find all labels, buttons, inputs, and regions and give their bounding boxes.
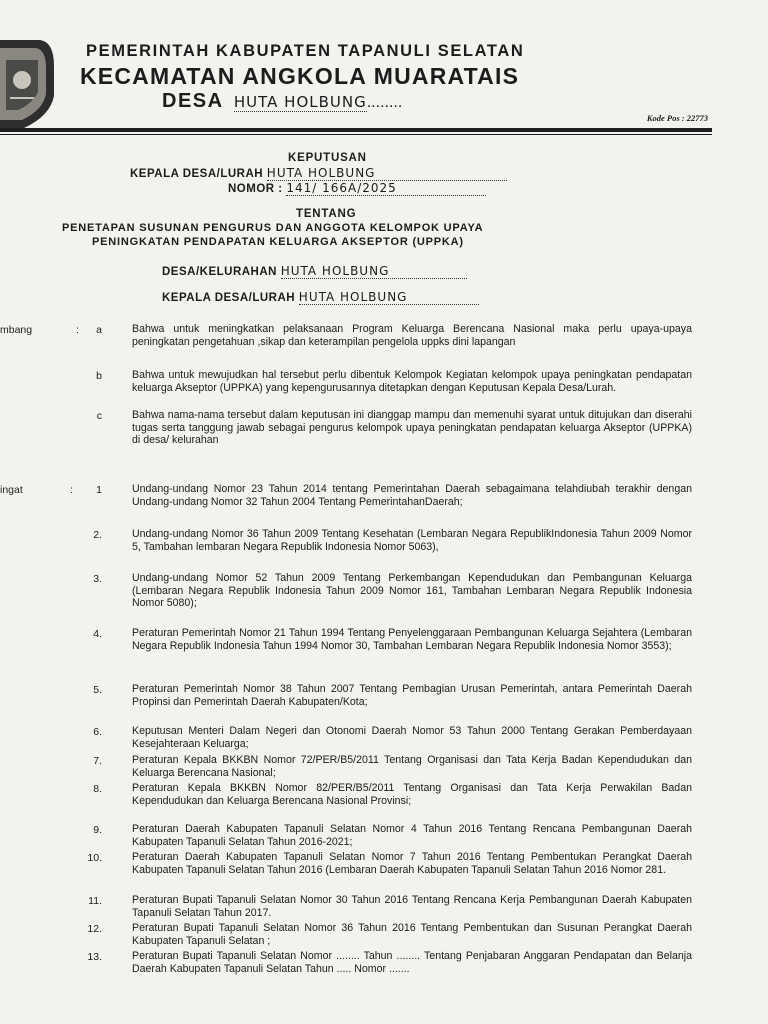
government-name: PEMERINTAH KABUPATEN TAPANULI SELATAN <box>86 42 525 60</box>
regency-crest-icon <box>0 36 56 130</box>
remembering-item-7: Peraturan Kepala BKKBN Nomor 72/PER/B5/2011 Tentang Organisasi dan Tata Kerja Badan Kependudukan dan Keluarga Berencana Nasional; <box>132 754 692 779</box>
remembering-item-6: Keputusan Menteri Dalam Negeri dan Otonomi Daerah Nomor 53 Tahun 2000 Tentang Gerakan Pemberdayaan Kesejahteraan Keluarga; <box>132 725 692 750</box>
village-row <box>162 264 467 279</box>
number-label: NOMOR : <box>228 183 283 195</box>
considering-marker-a: a <box>96 324 102 336</box>
considering-marker-b: b <box>96 370 102 382</box>
remembering-item-12: Peraturan Bupati Tapanuli Selatan Nomor 36 Tahun 2016 Tentang Pembentukan dan Susunan Perangkat Daerah Kabupaten Tapanuli Selatan ; <box>132 922 692 947</box>
remembering-item-9: Peraturan Daerah Kabupaten Tapanuli Selatan Nomor 4 Tahun 2016 Tentang Rencana Pembangunan Daerah Kabupaten Tapanuli Selatan Tahun 2016-2021; <box>132 823 692 848</box>
letterhead-rule-thin <box>0 134 712 135</box>
remembering-marker-8: 8. <box>93 783 102 795</box>
village-heading <box>162 90 402 113</box>
about-heading: TENTANG <box>296 208 357 220</box>
remembering-marker-11: 11. <box>88 895 102 907</box>
remembering-marker-4: 4. <box>93 628 102 640</box>
considering-marker-c: c <box>96 410 102 422</box>
head-row <box>162 290 479 305</box>
considering-colon: : <box>76 324 79 336</box>
postal-code: Kode Pos : 22773 <box>646 113 708 123</box>
village-name-handwritten: HUTA HOLBUNG <box>233 93 367 111</box>
village-value-handwritten: HUTA HOLBUNG <box>281 264 467 279</box>
remembering-marker-10: 10. <box>87 852 102 864</box>
remembering-label: ingat <box>0 484 23 496</box>
remembering-item-8: Peraturan Kepala BKKBN Nomor 82/PER/B5/2011 Tentang Organisasi dan Tata Kerja Perwakilan Badan Kependudukan dan Keluarga Berencana Nasional Provinsi; <box>132 782 692 807</box>
head-value-handwritten: HUTA HOLBUNG <box>299 290 479 305</box>
remembering-item-1: Undang-undang Nomor 23 Tahun 2014 tentang Pemerintahan Daerah sebagaimana telahdiubah terakhir dengan Undang-undang Nomor 32 Tahun 2004 Tentang PemerintahanDaerah; <box>132 483 692 508</box>
issuer-row <box>130 166 507 181</box>
issuer-label: KEPALA DESA/LURAH <box>130 168 264 180</box>
decree-title: KEPUTUSAN <box>288 152 367 164</box>
remembering-item-10: Peraturan Daerah Kabupaten Tapanuli Selatan Nomor 7 Tahun 2016 Tentang Pembentukan Perangkat Daerah Kabupaten Tapanuli Selatan Tahun 2016 (Lembaran Daerah Kabupaten Tapanuli Selatan Tahun 2016 Nomor 281. <box>132 851 692 876</box>
head-label: KEPALA DESA/LURAH <box>162 292 296 304</box>
village-label: DESA/KELURAHAN <box>162 266 277 278</box>
considering-label: mbang <box>0 324 33 336</box>
remembering-marker-1: 1 <box>96 484 102 496</box>
remembering-item-3: Undang-undang Nomor 52 Tahun 2009 Tentang Perkembangan Kependudukan dan Pembangunan Keluarga (Lembaran Negara Republik Indonesia Tahun 2009 Nomor 161, Tambahan Lembaran Negara Republik Indonesia Nomor 5080); <box>132 572 692 610</box>
number-value-handwritten: 141/ 166A/2025 <box>286 181 486 196</box>
village-dots: ........ <box>366 94 403 111</box>
remembering-marker-12: 12. <box>87 923 102 935</box>
remembering-marker-3: 3. <box>93 573 102 585</box>
remembering-marker-13: 13. <box>87 951 102 963</box>
considering-item-b: Bahwa untuk mewujudkan hal tersebut perlu dibentuk Kelompok Kegiatan kelompok upaya peningkatan pendapatan keluarga Akseptor (UPPKA) yang kepengurusannya ditetapkan dengan Keputusan Kepala Desa/Lurah. <box>132 369 692 394</box>
remembering-marker-2: 2. <box>93 529 102 541</box>
remembering-marker-7: 7. <box>93 755 102 767</box>
number-row <box>228 181 486 196</box>
remembering-colon: : <box>70 484 73 496</box>
considering-item-c: Bahwa nama-nama tersebut dalam keputusan ini dianggap mampu dan memenuhi syarat untuk ditujukan dan diserahi tugas serta tanggung jawab sebagai pengurus kelompok upaya peningkatan pendapatan keluarga Akseptor (UPPKA) di desa/ kelurahan <box>132 409 692 447</box>
remembering-marker-5: 5. <box>93 684 102 696</box>
remembering-item-5: Peraturan Pemerintah Nomor 38 Tahun 2007 Tentang Pembagian Urusan Pemerintah, antara Pemerintah Daerah Propinsi dan Pemerintah Daerah Kabupaten/Kota; <box>132 683 692 708</box>
remembering-item-4: Peraturan Pemerintah Nomor 21 Tahun 1994 Tentang Penyelenggaraan Pembangunan Keluarga Sejahtera (Lembaran Negara Republik Indonesia Tahun 1994 Nomor 30, Tambahan Lembaran Negara Republik Indonesia Nomor 3553); <box>132 627 692 652</box>
remembering-marker-9: 9. <box>93 824 102 836</box>
remembering-item-11: Peraturan Bupati Tapanuli Selatan Nomor 30 Tahun 2016 Tentang Rencana Kerja Pembangunan Daerah Kabupaten Tapanuli Selatan Tahun 2017. <box>132 894 692 919</box>
remembering-item-13: Peraturan Bupati Tapanuli Selatan Nomor ........ Tahun ........ Tentang Penjabaran Anggaran Pendapatan dan Belanja Daerah Kabupaten Tapanuli Selatan Tahun ..... Nomor ....... <box>132 950 692 975</box>
letterhead-rule-thick <box>0 128 712 132</box>
considering-item-a: Bahwa untuk meningkatkan pelaksanaan Program Keluarga Berencana Nasional maka perlu upaya-upaya peningkatan pengetahuan ,sikap dan keterampilan pengelola uppks dini lapangan <box>132 323 692 348</box>
issuer-name-handwritten: HUTA HOLBUNG <box>267 166 507 181</box>
subject-line-1: PENETAPAN SUSUNAN PENGURUS DAN ANGGOTA KELOMPOK UPAYA <box>62 222 484 234</box>
remembering-marker-6: 6. <box>93 726 102 738</box>
district-name: KECAMATAN ANGKOLA MUARATAIS <box>80 63 520 89</box>
remembering-item-2: Undang-undang Nomor 36 Tahun 2009 Tentang Kesehatan (Lembaran Negara RepublikIndonesia Tahun 2009 Nomor 5, Tambahan lembaran Negara Republik Indonesia Nomor 5063), <box>132 528 692 553</box>
village-prefix: DESA <box>162 90 223 112</box>
subject-line-2: PENINGKATAN PENDAPATAN KELUARGA AKSEPTOR (UPPKA) <box>92 236 464 248</box>
